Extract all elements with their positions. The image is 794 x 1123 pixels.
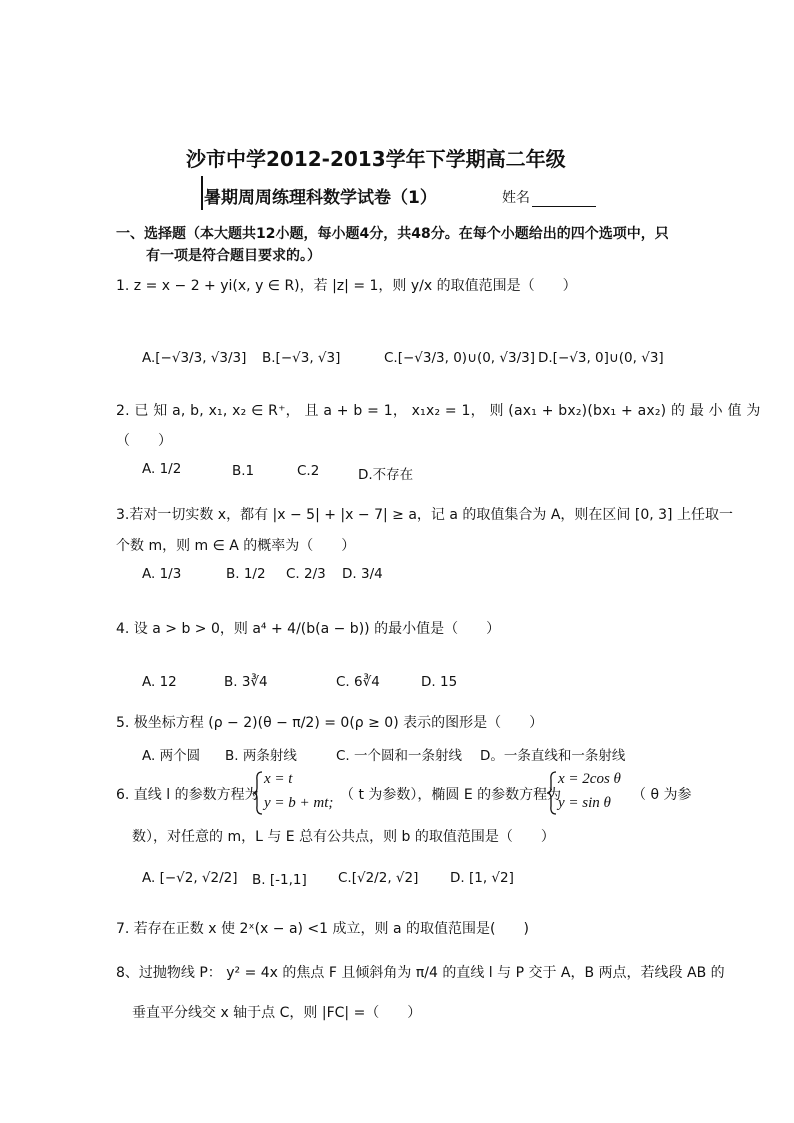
title-bar-mark <box>201 176 203 210</box>
question-6-stem-cont: 数），对任意的 m，L 与 E 总有公共点，则 b 的取值范围是（ ） <box>132 829 555 845</box>
page-title: 沙市中学2012-2013学年下学期高二年级 <box>186 147 566 171</box>
question-5-option-b: B. 两条射线 <box>225 748 297 764</box>
param-eq-y: y = b + mt; <box>264 795 334 811</box>
question-4-option-d: D. 15 <box>421 674 458 690</box>
question-6-option-c: C.[√2/2, √2] <box>338 870 419 886</box>
question-2-stem: 2. 已 知 a, b, x₁, x₂ ∈ R⁺， 且 a + b = 1， x₁x₂ = 1， 则 (ax₁ + bx₂)(bx₁ + ax₂) 的 最 小 值 为 <box>116 403 761 419</box>
question-2-option-b: B.1 <box>232 463 255 479</box>
section-heading-line1: 一、选择题（本大题共12小题，每小题4分，共48分。在每个小题给出的四个选项中，只 <box>116 226 669 242</box>
question-5-option-c: C. 一个圆和一条射线 <box>336 748 463 764</box>
question-6-option-b: B. [-1,1] <box>252 872 307 888</box>
question-6-stem-part1: 6. 直线 l 的参数方程为 <box>116 787 259 803</box>
question-1-option-c: C.[−√3/3, 0)∪(0, √3/3] <box>384 350 535 366</box>
question-1-stem: 1. z = x − 2 + yi(x, y ∈ R)，若 |z| = 1，则 y/x 的取值范围是（ ） <box>116 278 577 294</box>
question-6-option-d: D. [1, √2] <box>450 870 514 886</box>
question-5-option-d: D。一条直线和一条射线 <box>480 748 626 764</box>
question-7-stem: 7. 若存在正数 x 使 2ˣ(x − a) <1 成立，则 a 的取值范围是( ) <box>116 921 529 937</box>
question-6-stem-part2: （ t 为参数），椭圆 E 的参数方程为 <box>340 787 562 803</box>
ellipse-eq-x: x = 2cos θ <box>558 771 621 787</box>
question-4-option-b: B. 3∛4 <box>224 674 268 690</box>
question-3-option-b: B. 1/2 <box>226 566 266 582</box>
question-3-option-a: A. 1/3 <box>142 566 182 582</box>
question-5-stem: 5. 极坐标方程 (ρ − 2)(θ − π/2) = 0(ρ ≥ 0) 表示的图形是（ ） <box>116 715 544 731</box>
question-2-stem-cont: （ ） <box>116 433 172 449</box>
question-1-option-a: A.[−√3/3, √3/3] <box>142 350 247 366</box>
question-3-option-d: D. 3/4 <box>342 566 383 582</box>
question-2-option-d: D.不存在 <box>358 467 414 483</box>
question-8-stem: 8、过抛物线 P： y² = 4x 的焦点 F 且倾斜角为 π/4 的直线 l 与 P 交于 A，B 两点，若线段 AB 的 <box>116 965 725 981</box>
question-2-option-c: C.2 <box>297 463 320 479</box>
left-brace-1 <box>252 770 264 816</box>
question-6-option-a: A. [−√2, √2/2] <box>142 870 238 886</box>
question-2-option-a: A. 1/2 <box>142 461 182 477</box>
question-6-stem-part3: （ θ 为参 <box>632 787 692 803</box>
section-heading-line2: 有一项是符合题目要求的。） <box>146 248 321 264</box>
question-4-stem: 4. 设 a > b > 0，则 a⁴ + 4/(b(a − b)) 的最小值是（ ） <box>116 621 501 637</box>
name-label: 姓名 <box>502 190 530 206</box>
page-subtitle: 暑期周周练理科数学试卷（1） <box>204 188 437 208</box>
ellipse-eq-y: y = sin θ <box>558 795 611 811</box>
question-3-stem-cont: 个数 m，则 m ∈ A 的概率为（ ） <box>116 538 356 554</box>
param-eq-x: x = t <box>264 771 293 787</box>
question-8-stem-cont: 垂直平分线交 x 轴于点 C，则 |FC| =（ ） <box>132 1005 422 1021</box>
question-1-option-d: D.[−√3, 0]∪(0, √3] <box>538 350 664 366</box>
question-4-option-a: A. 12 <box>142 674 177 690</box>
question-5-option-a: A. 两个圆 <box>142 748 201 764</box>
question-1-option-b: B.[−√3, √3] <box>262 350 341 366</box>
question-4-option-c: C. 6∛4 <box>336 674 380 690</box>
question-3-stem: 3.若对一切实数 x，都有 |x − 5| + |x − 7| ≥ a，记 a 的取值集合为 A，则在区间 [0, 3] 上任取一 <box>116 507 733 523</box>
left-brace-2 <box>546 770 558 816</box>
question-3-option-c: C. 2/3 <box>286 566 326 582</box>
name-blank[interactable] <box>532 190 596 207</box>
name-field[interactable] <box>502 187 596 207</box>
